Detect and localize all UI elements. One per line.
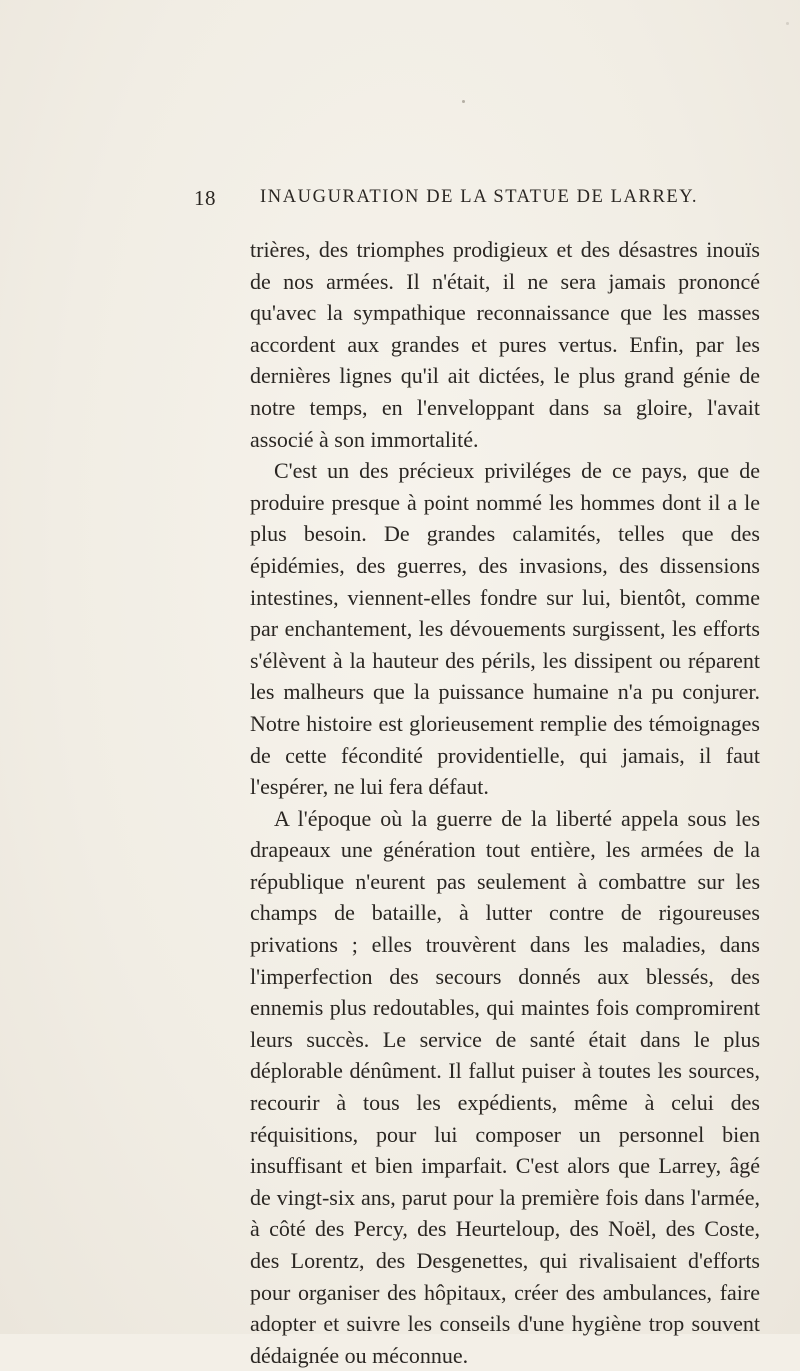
paper-speck — [786, 22, 789, 25]
page-header — [194, 186, 764, 216]
page-number: 18 — [194, 186, 216, 210]
paragraph-continued: trières, des triomphes prodigieux et des désastres inouïs de nos armées. Il n'était, il ne sera jamais prononcé qu'avec la sympathique reconnaissance que les masses accordent aux grandes et pures vertus. Enfin, par les dernières lignes qu'il ait dictées, le plus grand génie de notre temps, en l'enveloppant dans sa gloire, l'avait associé à son immortalité. — [250, 237, 760, 452]
paragraph: C'est un des précieux priviléges de ce pays, que de produire presque à point nommé les hommes dont il a le plus besoin. De grandes calamités, telles que des épidémies, des guerres, des invasions, des dissensions intestines, viennent-elles fondre sur lui, bientôt, comme par enchantement, les dévouements surgissent, les efforts s'élèvent à la hauteur des périls, les dissipent ou réparent les malheurs que la puissance humaine n'a pu conjurer. Notre histoire est glorieusement remplie des témoignages de cette fécondité providentielle, qui jamais, il faut l'espérer, ne lui fera défaut. — [250, 458, 760, 800]
body-text — [250, 234, 760, 1371]
paper-speck — [462, 100, 465, 103]
paragraph: A l'époque où la guerre de la liberté appela sous les drapeaux une génération tout entière, les armées de la république n'eurent pas seulement à combattre sur les champs de bataille, à lutter contre de rigoureuses privations ; elles trouvèrent dans les maladies, dans l'imperfection des secours donnés aux blessés, des ennemis plus redoutables, qui maintes fois compromirent leurs succès. Le service de santé était dans le plus déplorable dénûment. Il fallut puiser à toutes les sources, recourir à tous les expédients, même à celui des réquisitions, pour lui composer un personnel bien insuffisant et bien imparfait. C'est alors que Larrey, âgé de vingt-six ans, parut pour la première fois dans l'armée, à côté des Percy, des Heurteloup, des Noël, des Coste, des Lorentz, des Desgenettes, qui rivalisaient d'efforts pour organiser des hôpitaux, créer des ambulances, faire adopter et suivre les conseils d'une hygiène trop souvent dédaignée ou méconnue. — [250, 805, 760, 1368]
running-head: INAUGURATION DE LA STATUE DE LARREY. — [260, 187, 699, 207]
